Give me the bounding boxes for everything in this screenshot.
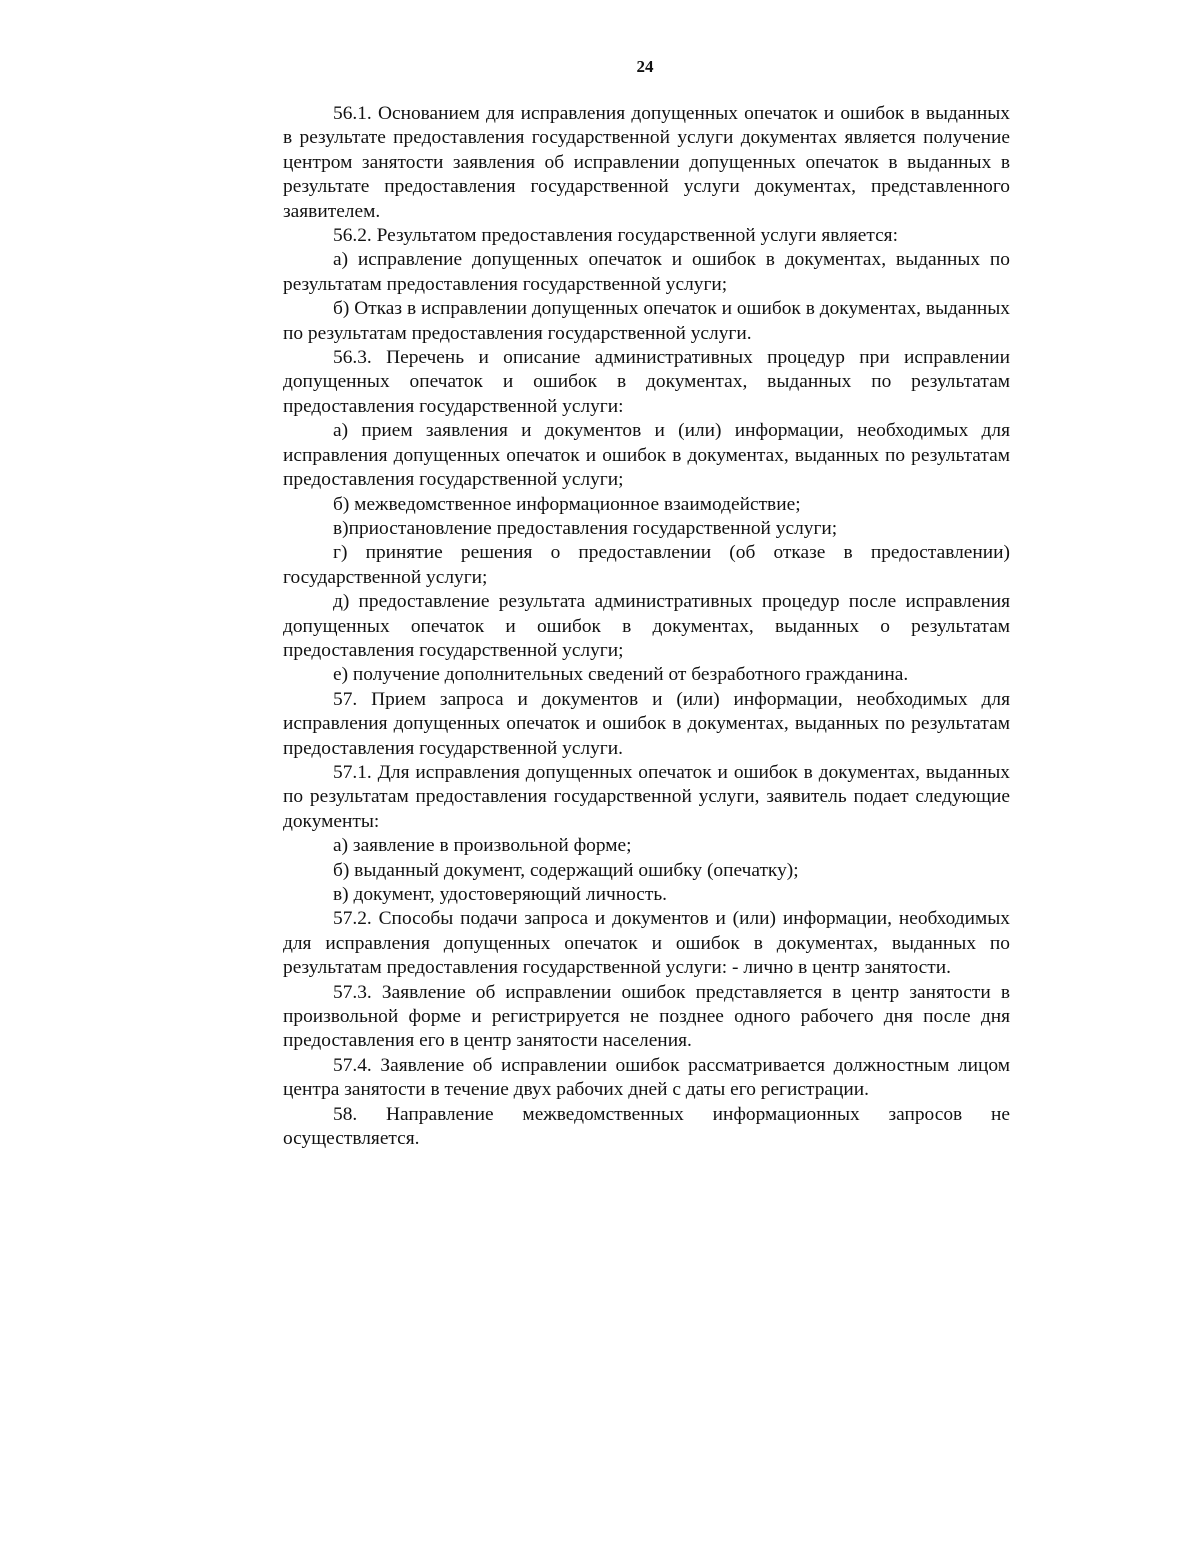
document-body <box>283 102 1010 1151</box>
list-item-a: а) прием заявления и документов и (или) информации, необходимых для исправления допущенных опечаток и ошибок в документах, выданных по результатам предоставления государственной услуги; <box>283 420 1010 491</box>
paragraph-57: 57. Прием запроса и документов и (или) информации, необходимых для исправления допущенных опечаток и ошибок в документах, выданных по результатам предоставления государственной услуги. <box>283 688 1010 759</box>
paragraph-57-2: 57.2. Способы подачи запроса и документов и (или) информации, необходимых для исправления допущенных опечаток и ошибок в документах, выданных по результатам предоставления государственной услуги: - лично в центр занятости. <box>283 908 1010 979</box>
list-item-a: а) исправление допущенных опечаток и ошибок в документах, выданных по результатам предоставления государственной услуги; <box>283 249 1010 295</box>
list-item-v: в)приостановление предоставления государственной услуги; <box>333 517 838 539</box>
list-item-g: г) принятие решения о предоставлении (об отказе в предоставлении) государственной услуги; <box>283 542 1010 588</box>
paragraph-56-1: 56.1. Основанием для исправления допущенных опечаток и ошибок в выданных в результате предоставления государственной услуги документах является получение центром занятости заявления об исправлении допущенных опечаток в выданных в результате предоставления государственной услуги документах, представленного заявителем. <box>283 103 1010 222</box>
paragraph-56-3: 56.3. Перечень и описание административных процедур при исправлении допущенных опечаток и ошибок в документах, выданных по результатам предоставления государственной услуги: <box>283 347 1010 417</box>
list-item-e: е) получение дополнительных сведений от безработного гражданина. <box>333 664 909 686</box>
list-item-b: б) Отказ в исправлении допущенных опечаток и ошибок в документах, выданных по результатам предоставления государственной услуги. <box>283 298 1010 344</box>
paragraph-57-1: 57.1. Для исправления допущенных опечаток и ошибок в документах, выданных по результатам предоставления государственной услуги, заявитель подает следующие документы: <box>283 761 1010 832</box>
page-number: 24 <box>636 57 654 76</box>
paragraph-58: 58. Направление межведомственных информационных запросов не осуществляется. <box>283 1103 1010 1150</box>
list-item-a: а) заявление в произвольной форме; <box>333 835 632 857</box>
list-item-b: б) межведомственное информационное взаимодействие; <box>333 493 801 515</box>
list-item-v: в) документ, удостоверяющий личность. <box>333 884 668 905</box>
list-item-b: б) выданный документ, содержащий ошибку (опечатку); <box>333 859 799 881</box>
list-item-d: д) предоставление результата административных процедур после исправления допущенных опечаток и ошибок в документах, выданных о результатам предоставления государственной услуги; <box>283 591 1010 661</box>
paragraph-56-2: 56.2. Результатом предоставления государственной услуги является: <box>333 225 898 247</box>
paragraph-57-4: 57.4. Заявление об исправлении ошибок рассматривается должностным лицом центра занятости в течение двух рабочих дней с даты его регистрации. <box>283 1054 1010 1101</box>
paragraph-57-3: 57.3. Заявление об исправлении ошибок представляется в центр занятости в произвольной форме и регистрируется не позднее одного рабочего дня после дня предоставления его в центр занятости населения. <box>283 981 1010 1052</box>
